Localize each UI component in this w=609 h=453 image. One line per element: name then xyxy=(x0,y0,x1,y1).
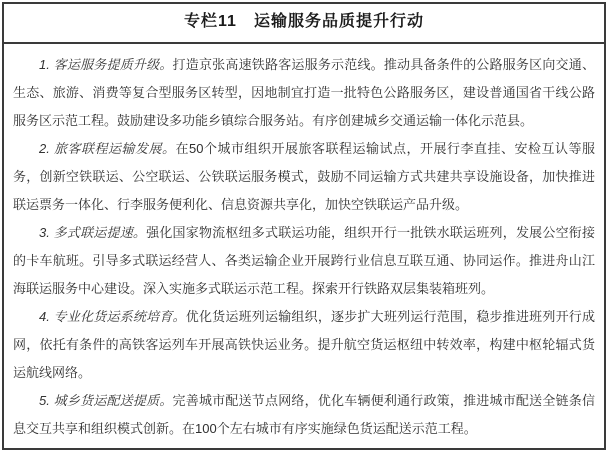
paragraph-3-text: 强化国家物流枢纽多式联运功能，组织开行一批铁水联运班列，发展公空衔接的卡车航班。引导多式联运经营人、各类运输企业开展跨行业信息互联互通、协同运作。推进舟山江海联运服务中心建设。深入实施多式联运示范工程。探索开行铁路双层集装箱班列。 xyxy=(13,225,595,296)
paragraph-2-text: 在50个城市组织开展旅客联程运输试点，开展行李直挂、安检互认等服务，创新空铁联运、公空联运、公铁联运服务模式，鼓励不同运输方式共建共享设施设备，加快推进联运票务一体化、行李服务便利化、信息资源共享化，加快空铁联运产品升级。 xyxy=(13,141,595,212)
paragraph-1 xyxy=(13,51,595,135)
paragraph-5-text: 完善城市配送节点网络，优化车辆便利通行政策，推进城市配送全链条信息交互共享和组织模式创新。在100个左右城市有序实施绿色货运配送示范工程。 xyxy=(13,393,595,436)
paragraph-5-lead: 5. 城乡货运配送提质。 xyxy=(39,393,173,408)
column-box xyxy=(2,2,606,450)
paragraph-1-lead: 1. 客运服务提质升级。 xyxy=(39,57,173,72)
paragraph-3 xyxy=(13,219,595,303)
paragraph-2-lead: 2. 旅客联程运输发展。 xyxy=(39,141,176,156)
box-body xyxy=(4,44,604,443)
paragraph-4-text: 优化货运班列运输组织，逐步扩大班列运行范围，稳步推进班列开行成网，依托有条件的高铁客运列车开展高铁快运业务。提升航空货运枢纽中转效率，构建中枢轮辐式货运航线网络。 xyxy=(13,309,595,380)
paragraph-2 xyxy=(13,135,595,219)
paragraph-4-lead: 4. 专业化货运系统培育。 xyxy=(39,309,186,324)
box-title: 专栏11 运输服务品质提升行动 xyxy=(4,4,604,44)
paragraph-5 xyxy=(13,387,595,443)
paragraph-4 xyxy=(13,303,595,387)
paragraph-3-lead: 3. 多式联运提速。 xyxy=(39,225,147,240)
paragraph-1-text: 打造京张高速铁路客运服务示范线。推动具备条件的公路服务区向交通、生态、旅游、消费等复合型服务区转型，因地制宜打造一批特色公路服务区，建设普通国省干线公路服务区示范工程。鼓励建设多功能乡镇综合服务站。有序创建城乡交通运输一体化示范县。 xyxy=(13,57,595,128)
